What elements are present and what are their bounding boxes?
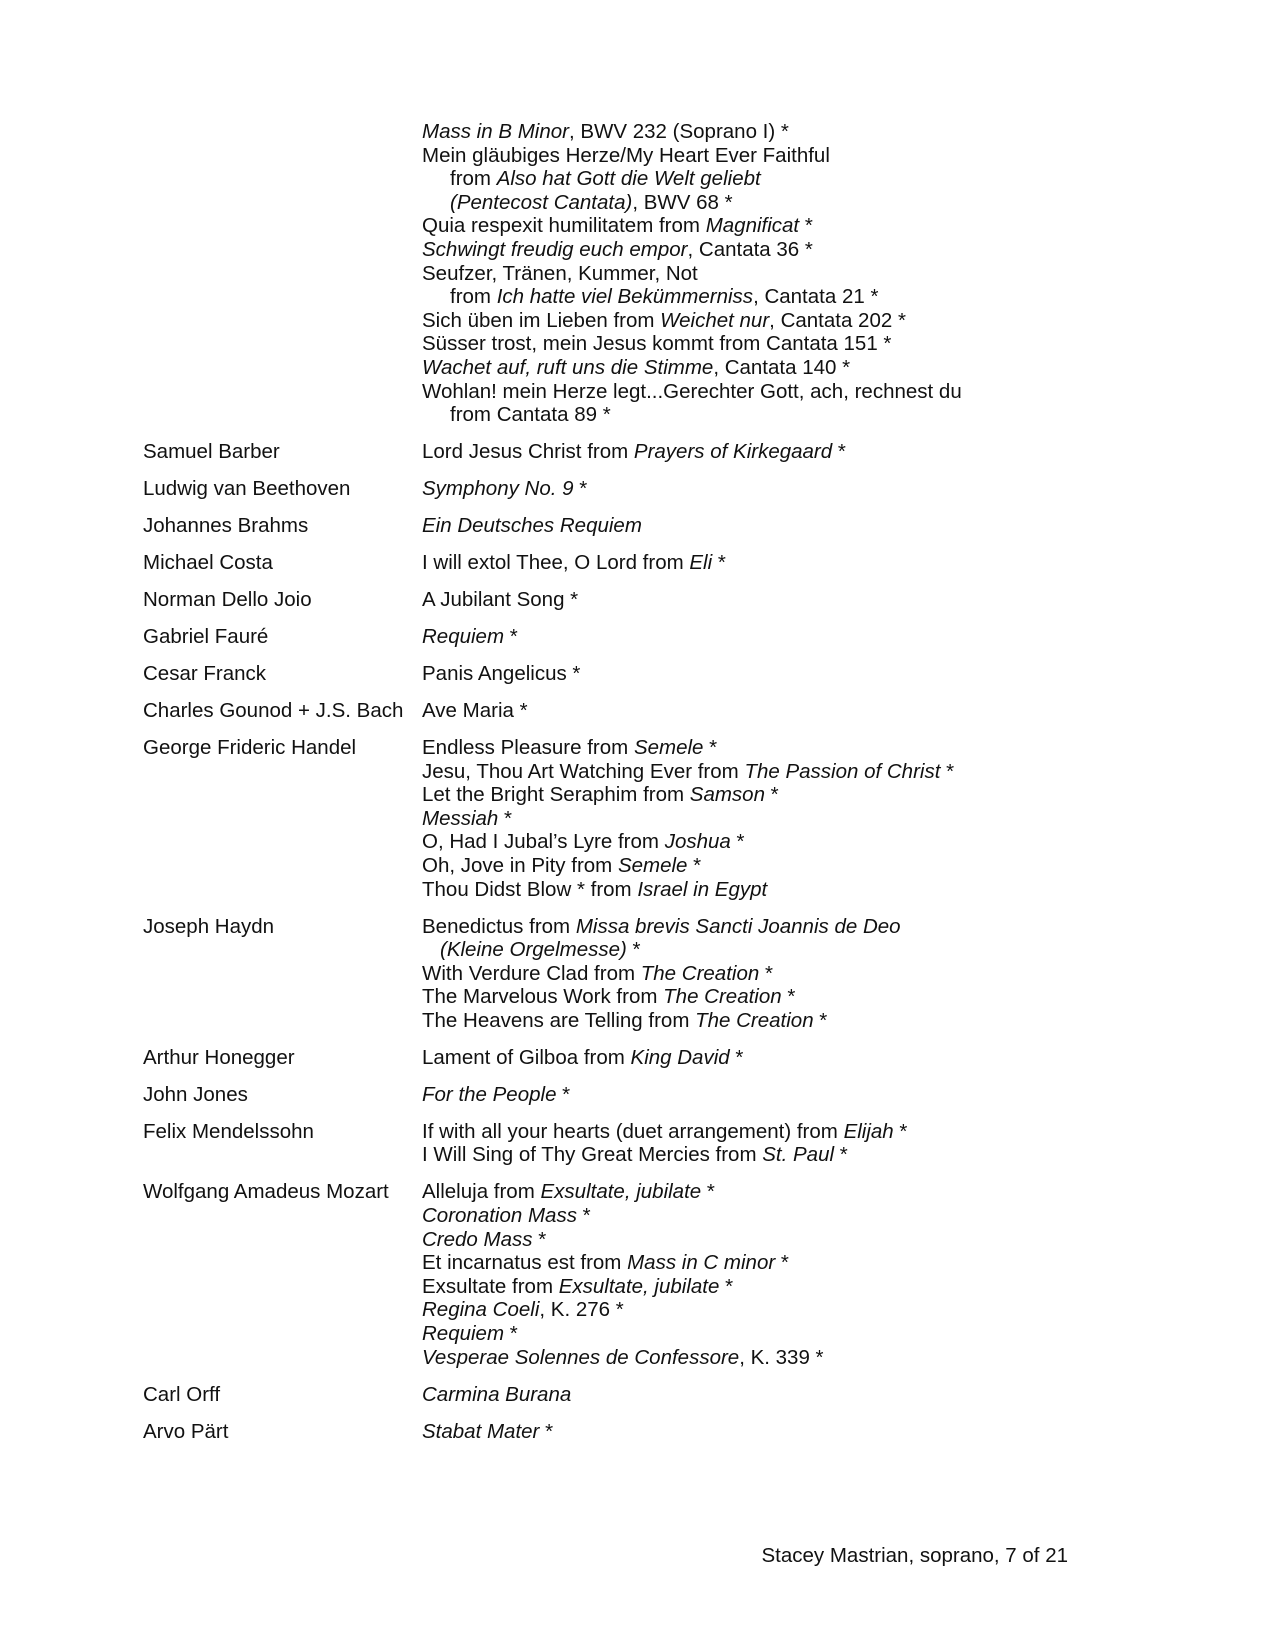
work-text: Let the Bright Seraphim from [422,783,690,807]
work-line [422,1420,1143,1444]
works-list [422,588,1143,612]
work-title-italic: Exsultate, jubilate [558,1274,720,1298]
work-line [422,1204,1143,1228]
work-title-italic: (Kleine Orgelmesse) [440,938,627,962]
work-title-italic: Regina Coeli [422,1298,540,1322]
work-title-italic: Vesperae Solennes de Confessore [422,1345,740,1369]
works-list [422,514,1143,538]
composer-name: Carl Orff [143,1382,221,1406]
work-text: * [573,477,588,501]
work-text: from Cantata 89 * [450,403,611,427]
work-text: The Heavens are Telling from [422,1008,696,1032]
work-text: * [626,938,641,962]
work-title-italic: Missa brevis Sancti Joannis de Deo [575,914,901,938]
work-line [422,380,1143,404]
work-title-italic: Ein Deutsches Requiem [422,514,642,538]
works-list [422,625,1143,649]
repertoire-entry [143,1083,1143,1107]
work-text: With Verdure Clad from [422,961,641,985]
work-text: Thou Didst Blow * from [422,877,638,901]
works-list [422,1046,1143,1070]
work-title-italic: Ich hatte viel Bekümmerniss [496,285,754,309]
work-text: Quia respexit humilitatem from [422,214,706,238]
work-line [422,332,1143,356]
work-text: from [450,285,497,309]
work-text: Ave Maria * [422,699,528,722]
work-text: Jesu, Thou Art Watching Ever from [422,759,745,783]
work-line [422,214,1143,238]
work-title-italic: Mass in C minor [627,1251,776,1275]
work-title-italic: For the People [422,1082,557,1106]
work-text: I will extol Thee, O Lord from [422,551,690,575]
work-text: , K. 339 * [739,1345,824,1369]
work-title-italic: The Passion of Christ [744,759,941,783]
composer-name: Cesar Franck [143,662,267,686]
composer-name: Charles Gounod + J.S. Bach [143,699,404,722]
work-text: * [719,1274,734,1298]
composer-name: Michael Costa [143,551,273,575]
work-title-italic: Carmina Burana [422,1382,572,1406]
work-text: The Marvelous Work from [422,985,664,1009]
work-line [422,120,1143,144]
composer-name: Johannes Brahms [143,514,309,538]
work-text: * [775,1251,789,1275]
work-title-italic: The Creation [640,961,760,985]
composer-name: Arthur Honegger [143,1045,295,1069]
works-list [422,1180,1143,1369]
work-text: Endless Pleasure from [422,735,634,759]
composer-name: Felix Mendelssohn [143,1119,314,1143]
work-text: * [701,1180,715,1204]
work-text: * [532,1227,547,1251]
work-line [422,830,1143,854]
repertoire-entry [143,440,1143,464]
work-text: * [759,961,773,985]
work-title-italic: The Creation [695,1008,814,1032]
work-text: Benedictus from [422,914,576,938]
work-text: * [712,551,726,575]
work-text: * [764,783,779,807]
composer-name: John Jones [143,1082,248,1106]
work-title-italic: Prayers of Kirkegaard [633,440,833,464]
work-line [422,662,1143,686]
works-list [422,120,1143,427]
work-line [422,191,1143,215]
works-list [422,1420,1143,1444]
work-title-italic: Semele [633,735,704,759]
work-text: Lord Jesus Christ from [422,440,634,464]
works-list [422,1383,1143,1407]
works-list [422,477,1143,501]
work-title-italic: Weichet nur [660,308,770,332]
repertoire-entry [143,1383,1143,1407]
composer-name: Arvo Pärt [143,1419,229,1443]
repertoire-entry [143,1046,1143,1070]
composer-name: Ludwig van Beethoven [143,477,351,501]
work-line [422,514,1143,538]
work-text: , BWV 232 (Soprano I) * [568,120,789,143]
work-title-italic: Magnificat [705,214,800,238]
work-line [422,144,1143,168]
work-text: I Will Sing of Thy Great Mercies from [422,1143,763,1167]
work-line [422,1251,1143,1275]
work-text: * [504,625,518,649]
work-line [422,1346,1143,1370]
repertoire-entry [143,1420,1143,1444]
work-text: , Cantata 36 * [687,237,813,261]
work-line [422,625,1143,649]
work-line [422,440,1143,464]
works-list [422,440,1143,464]
composer-name: Wolfgang Amadeus Mozart [143,1180,389,1204]
repertoire-entry [143,699,1143,723]
work-text: Oh, Jove in Pity from [422,853,618,877]
work-text: * [556,1082,571,1106]
work-line [422,551,1143,575]
work-line [422,1120,1143,1144]
work-title-italic: Messiah [422,806,499,830]
work-text: * [730,830,745,854]
work-title-italic: Also hat Gott die Welt geliebt [496,167,761,191]
work-title-italic: Israel in Egypt [637,877,768,901]
work-line [422,915,1143,939]
work-line [422,1383,1143,1407]
work-title-italic: Schwingt freudig euch empor [422,237,688,261]
works-list [422,1083,1143,1107]
work-title-italic: Elijah [843,1119,894,1143]
work-text: O, Had I Jubal’s Lyre from [422,830,665,854]
composer-name: George Frideric Handel [143,735,357,759]
work-line [422,1228,1143,1252]
work-line [422,1180,1143,1204]
composer-name: Gabriel Fauré [143,625,269,649]
work-title-italic: Samson [689,783,765,807]
work-line [422,167,1143,191]
repertoire-entry [143,625,1143,649]
composer-name: Joseph Haydn [143,914,275,938]
work-title-italic: Joshua [664,830,731,854]
composer-name: Samuel Barber [143,440,280,464]
work-line [422,736,1143,760]
work-title-italic: Stabat Mater [422,1419,540,1443]
work-title-italic: (Pentecost Cantata) [450,190,633,214]
work-text: * [781,985,796,1009]
work-line [422,1046,1143,1070]
work-text: * [729,1045,744,1069]
work-text: Sich üben im Lieben from [422,308,661,332]
work-line [422,356,1143,380]
work-text: If with all your hearts (duet arrangement) from [422,1119,844,1143]
work-title-italic: The Creation [663,985,782,1009]
repertoire-entry [143,514,1143,538]
work-line [422,985,1143,1009]
work-title-italic: Requiem [422,1322,505,1345]
work-text: * [539,1419,554,1443]
work-text: , BWV 68 * [632,190,733,214]
repertoire-entry [143,120,1143,427]
works-list [422,736,1143,901]
works-list [422,1120,1143,1167]
work-title-italic: Mass in B Minor [422,120,569,143]
work-text: * [576,1204,591,1228]
work-text: from [450,167,497,191]
work-text: Süsser trost, mein Jesus kommt from Cantata 151 * [422,332,892,356]
work-text: , Cantata 21 * [753,285,879,309]
work-text: * [799,214,813,238]
repertoire-entry [143,915,1143,1033]
work-text: * [813,1008,828,1032]
work-text: * [504,1322,518,1345]
work-title-italic: Credo Mass [422,1227,533,1251]
repertoire-entry [143,477,1143,501]
work-text: Alleluja from [422,1180,541,1204]
work-line [422,878,1143,902]
work-line [422,309,1143,333]
repertoire-entry [143,551,1143,575]
work-line [422,699,1143,723]
work-text: * [893,1119,908,1143]
works-list [422,662,1143,686]
work-text: , K. 276 * [539,1298,624,1322]
work-line [422,854,1143,878]
work-line [422,783,1143,807]
work-line [422,760,1143,784]
work-text: , Cantata 140 * [713,355,851,379]
composer-name [143,120,422,427]
work-line [422,1143,1143,1167]
work-line [422,403,1143,427]
work-line [422,1083,1143,1107]
repertoire-entry [143,1120,1143,1167]
work-text: Lament of Gilboa from [422,1045,631,1069]
page-footer: Stacey Mastrian, soprano, 7 of 21 [761,1544,1068,1567]
work-line [422,1298,1143,1322]
work-title-italic: Eli [689,551,713,575]
work-text: * [834,1143,848,1167]
work-title-italic: Symphony No. 9 [422,477,574,501]
work-text: Wohlan! mein Herze legt...Gerechter Gott, ach, rechnest du [422,379,962,403]
work-line [422,1275,1143,1299]
work-line [422,285,1143,309]
work-text: * [498,806,513,830]
works-list [422,551,1143,575]
repertoire-list [143,120,1143,1457]
work-text: * [832,440,846,464]
repertoire-entry [143,588,1143,612]
work-title-italic: Requiem [422,625,505,649]
work-line [422,477,1143,501]
repertoire-entry [143,736,1143,901]
work-title-italic: King David [630,1045,730,1069]
composer-name: Norman Dello Joio [143,588,312,612]
work-line [422,238,1143,262]
work-title-italic: St. Paul [762,1143,835,1167]
work-text: * [703,735,718,759]
work-text: A Jubilant Song * [422,588,579,612]
repertoire-entry [143,662,1143,686]
works-list [422,915,1143,1033]
work-line [422,938,1143,962]
work-line [422,807,1143,831]
work-title-italic: Semele [617,853,688,877]
work-text: Seufzer, Tränen, Kummer, Not [422,261,698,285]
work-text: Panis Angelicus * [422,662,581,686]
work-text: * [687,853,702,877]
work-title-italic: Exsultate, jubilate [540,1180,702,1204]
work-line [422,1009,1143,1033]
work-text: Mein gläubiges Herze/My Heart Ever Faithful [422,143,830,167]
works-list [422,699,1143,723]
repertoire-entry [143,1180,1143,1369]
work-title-italic: Coronation Mass [422,1204,577,1228]
work-line [422,588,1143,612]
work-text: Et incarnatus est from [422,1251,628,1275]
work-title-italic: Wachet auf, ruft uns die Stimme [422,355,714,379]
work-line [422,1322,1143,1346]
work-line [422,962,1143,986]
work-text: * [940,759,955,783]
work-text: , Cantata 202 * [769,308,906,332]
work-text: Exsultate from [422,1274,559,1298]
work-line [422,262,1143,286]
